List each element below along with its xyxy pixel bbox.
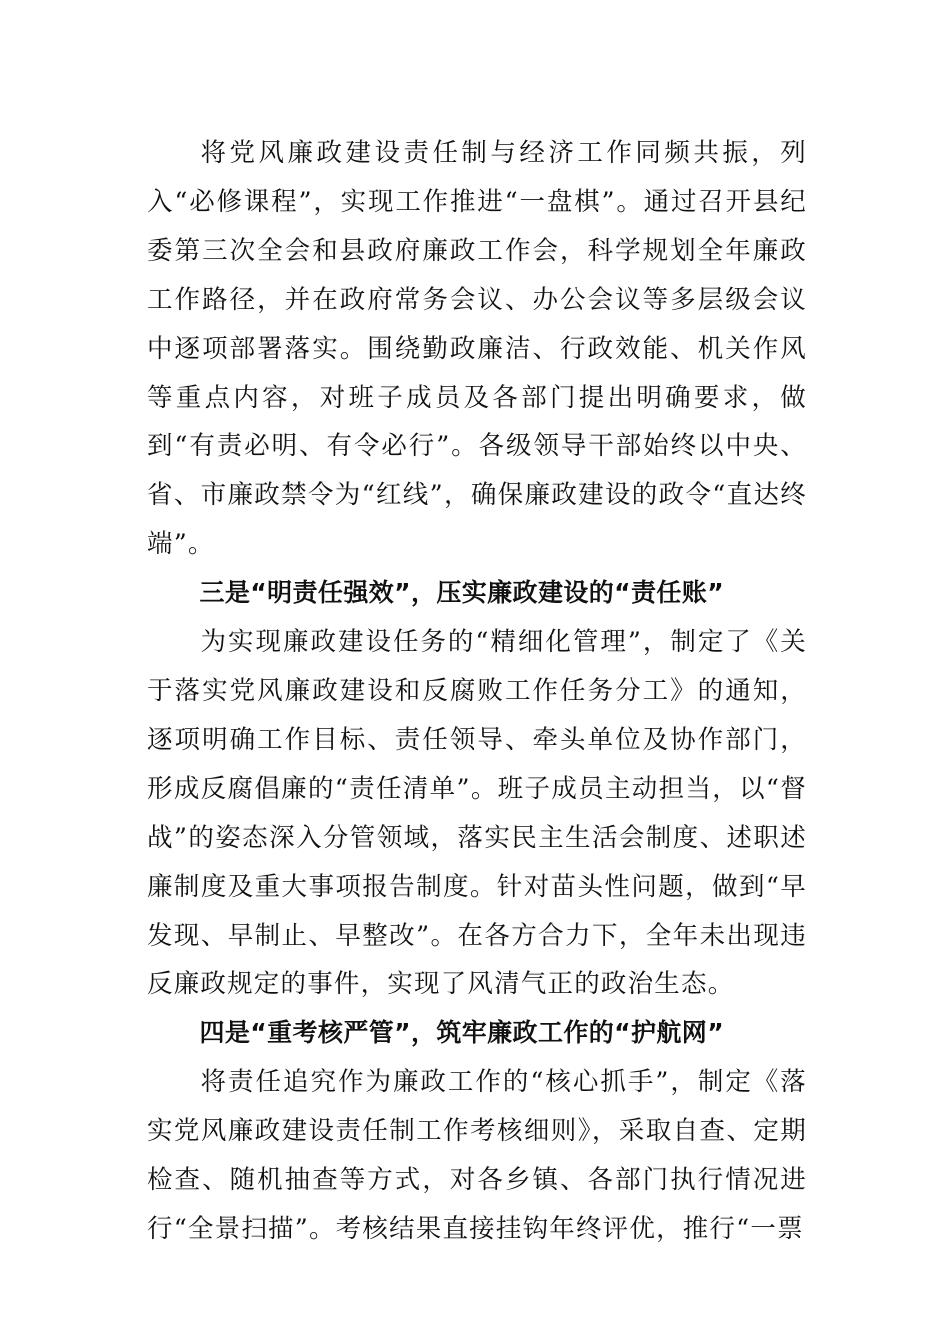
paragraph-2: 为实现廉政建设任务的“精细化管理”，制定了《关于落实党风廉政建设和反腐败工作任务分工》的通知，逐项明确工作目标、责任领导、牵头单位及协作部门，形成反腐倡廉的“责任清单”。班子成员主动担当，以“督战”的姿态深入分管领域，落实民主生活会制度、述职述廉制度及重大事项报告制度。针对苗头性问题，做到“早发现、早制止、早整改”。在各方合力下，全年未出现违反廉政规定的事件，实现了风清气正的政治生态。 [147, 627, 807, 1000]
paragraph-3: 将责任追究作为廉政工作的“核心抓手”，制定《落实党风廉政建设责任制工作考核细则》，采取自查、定期检查、随机抽查等方式，对各乡镇、各部门执行情况进行“全景扫描”。考核结果直接挂钩年终评优，推行“一票 [147, 1067, 807, 1244]
section-heading-3: 三是“明责任强效”，压实廉政建设的“责任账” [199, 578, 725, 608]
paragraph-1: 将党风廉政建设责任制与经济工作同频共振，列入“必修课程”，实现工作推进“一盘棋”。通过召开县纪委第三次全会和县政府廉政工作会，科学规划全年廉政工作路径，并在政府常务会议、办公会议等多层级会议中逐项部署落实。围绕勤政廉洁、行政效能、机关作风等重点内容，对班子成员及各部门提出明确要求，做到“有责必明、有令必行”。各级领导干部始终以中央、省、市廉政禁令为“红线”，确保廉政建设的政令“直达终端”。 [147, 138, 807, 560]
document-body [147, 129, 807, 1254]
section-heading-4: 四是“重考核严管”，筑牢廉政工作的“护航网” [199, 1018, 725, 1048]
